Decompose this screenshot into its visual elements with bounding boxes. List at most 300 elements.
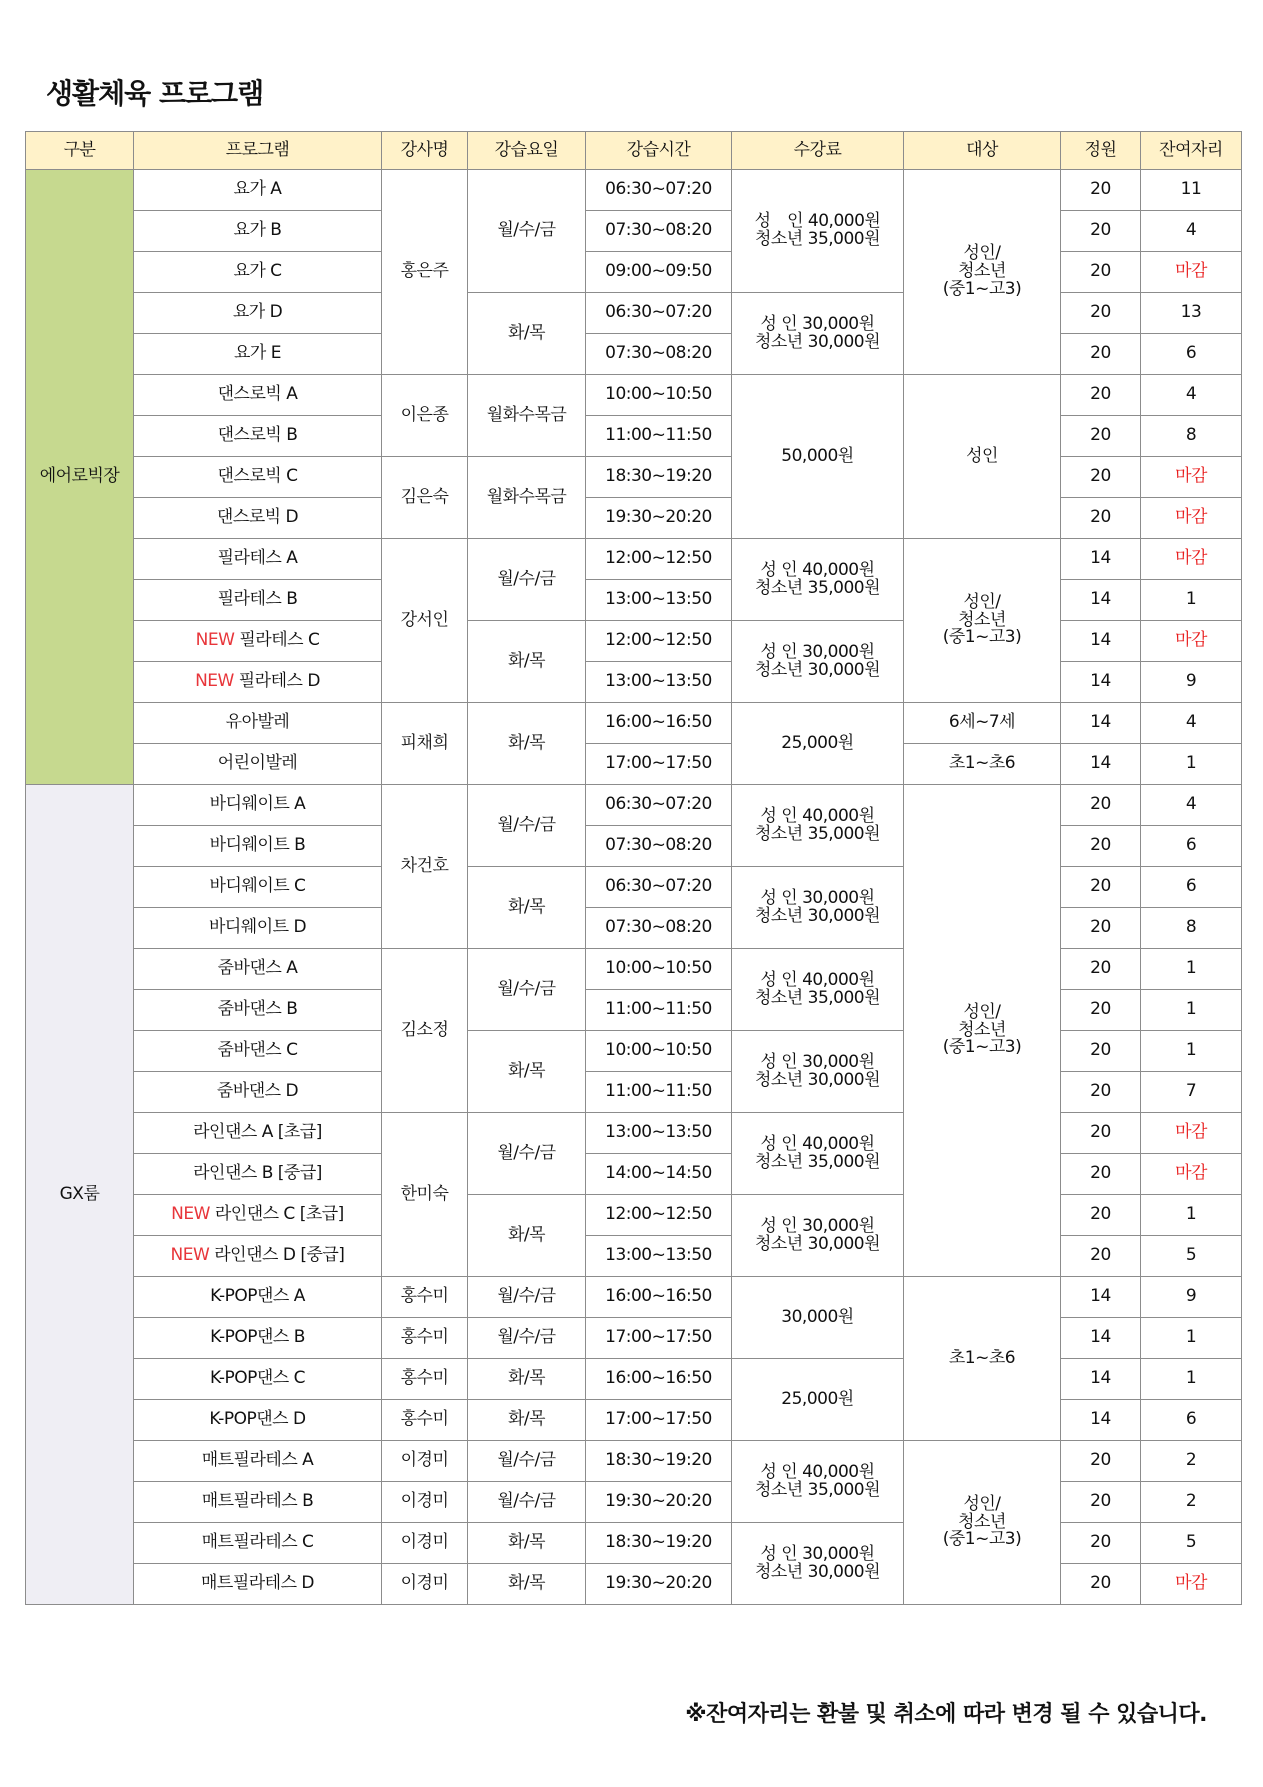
program-name: 유아발레 (225, 712, 290, 733)
header-fee: 수강료 (732, 132, 904, 170)
program-name-cell (134, 1031, 382, 1072)
time-cell: 10:00~10:50 (586, 375, 732, 416)
fee-cell (732, 293, 904, 375)
capacity-cell: 14 (1061, 539, 1141, 580)
fee-line: 25,000원 (781, 732, 854, 753)
fee-line: 청소년 35,000원 (754, 1151, 881, 1172)
remaining-cell: 7 (1141, 1072, 1242, 1113)
days-cell: 화/목 (468, 1564, 586, 1605)
program-name: 라인댄스 A [초급] (193, 1122, 322, 1143)
fee-line: 성 인 30,000원 (760, 1051, 875, 1072)
new-badge: NEW (195, 630, 235, 651)
days-cell: 화/목 (468, 1031, 586, 1113)
days-cell: 화/목 (468, 621, 586, 703)
fee-line: 청소년 35,000원 (754, 987, 881, 1008)
time-cell: 12:00~12:50 (586, 621, 732, 662)
instructor-cell: 피채희 (382, 703, 468, 785)
time-cell: 18:30~19:20 (586, 457, 732, 498)
header-target: 대상 (904, 132, 1061, 170)
program-name: 바디웨이트 A (209, 794, 306, 815)
program-name-cell (134, 949, 382, 990)
fee-cell (732, 1277, 904, 1359)
program-name: 바디웨이트 B (209, 835, 306, 856)
remaining-cell: 1 (1141, 990, 1242, 1031)
fee-line: 청소년 30,000원 (754, 659, 881, 680)
time-cell: 13:00~13:50 (586, 1113, 732, 1154)
program-name-cell (134, 1236, 382, 1277)
instructor-cell: 이경미 (382, 1482, 468, 1523)
fee-line: 청소년 30,000원 (754, 331, 881, 352)
days-cell: 월/수/금 (468, 1441, 586, 1482)
days-cell: 월/수/금 (468, 1113, 586, 1195)
category-cell: 에어로빅장 (26, 170, 134, 785)
program-name-cell (134, 908, 382, 949)
target-cell (904, 170, 1061, 375)
capacity-cell: 20 (1061, 457, 1141, 498)
program-name-cell (134, 1441, 382, 1482)
fee-line: 성 인 30,000원 (760, 1543, 875, 1564)
capacity-cell: 20 (1061, 1113, 1141, 1154)
program-name: K-POP댄스 A (210, 1286, 305, 1307)
time-cell: 12:00~12:50 (586, 539, 732, 580)
capacity-cell: 20 (1061, 293, 1141, 334)
capacity-cell: 20 (1061, 1031, 1141, 1072)
program-name-cell (134, 1359, 382, 1400)
program-name: 줌바댄스 A (217, 958, 298, 979)
remaining-cell: 2 (1141, 1482, 1242, 1523)
time-cell: 19:30~20:20 (586, 498, 732, 539)
target-line: 성인/ (963, 1493, 1001, 1514)
days-cell: 화/목 (468, 1400, 586, 1441)
header-capacity: 정원 (1061, 132, 1141, 170)
remaining-cell: 1 (1141, 1359, 1242, 1400)
capacity-cell: 20 (1061, 990, 1141, 1031)
fee-line: 청소년 30,000원 (754, 1069, 881, 1090)
status-closed: 마감 (1141, 498, 1242, 539)
status-closed: 마감 (1141, 1154, 1242, 1195)
target-line: 청소년 (958, 261, 1006, 282)
capacity-cell: 14 (1061, 1318, 1141, 1359)
time-cell: 14:00~14:50 (586, 1154, 732, 1195)
capacity-cell: 20 (1061, 1564, 1141, 1605)
days-cell: 화/목 (468, 867, 586, 949)
capacity-cell: 20 (1061, 1154, 1141, 1195)
program-name: 댄스로빅 D (216, 507, 299, 528)
program-name-cell (134, 1400, 382, 1441)
header-remaining: 잔여자리 (1141, 132, 1242, 170)
program-name-cell (134, 867, 382, 908)
program-name-cell (134, 252, 382, 293)
remaining-cell: 9 (1141, 662, 1242, 703)
table-row (26, 785, 1242, 826)
fee-cell (732, 1031, 904, 1113)
time-cell: 17:00~17:50 (586, 744, 732, 785)
instructor-cell: 한미숙 (382, 1113, 468, 1277)
fee-line: 성 인 30,000원 (760, 641, 875, 662)
remaining-cell: 11 (1141, 170, 1242, 211)
capacity-cell: 20 (1061, 1523, 1141, 1564)
program-name: 바디웨이트 D (208, 917, 307, 938)
program-name-cell (134, 375, 382, 416)
fee-line: 청소년 30,000원 (754, 1233, 881, 1254)
program-name: 댄스로빅 C (217, 466, 298, 487)
capacity-cell: 20 (1061, 867, 1141, 908)
table-row (26, 703, 1242, 744)
program-name-cell (134, 539, 382, 580)
days-cell: 화/목 (468, 293, 586, 375)
days-cell: 월/수/금 (468, 1318, 586, 1359)
time-cell: 19:30~20:20 (586, 1482, 732, 1523)
target-line: (중1~고3) (942, 278, 1022, 299)
time-cell: 16:00~16:50 (586, 1277, 732, 1318)
time-cell: 07:30~08:20 (586, 826, 732, 867)
header-category: 구분 (26, 132, 134, 170)
table-row (26, 539, 1242, 580)
program-name: 댄스로빅 A (217, 384, 298, 405)
remaining-cell: 9 (1141, 1277, 1242, 1318)
category-cell: GX룸 (26, 785, 134, 1605)
program-name: K-POP댄스 C (210, 1368, 305, 1389)
program-name-cell (134, 785, 382, 826)
fee-cell (732, 785, 904, 867)
instructor-cell: 강서인 (382, 539, 468, 703)
new-badge: NEW (170, 1245, 210, 1266)
capacity-cell: 14 (1061, 703, 1141, 744)
remaining-cell: 4 (1141, 785, 1242, 826)
capacity-cell: 14 (1061, 1359, 1141, 1400)
time-cell: 07:30~08:20 (586, 908, 732, 949)
fee-cell (732, 1523, 904, 1605)
capacity-cell: 20 (1061, 416, 1141, 457)
table-body (26, 170, 1242, 1605)
target-line: (중1~고3) (942, 1037, 1022, 1058)
program-name: 어린이발레 (217, 753, 298, 774)
time-cell: 07:30~08:20 (586, 211, 732, 252)
program-name: 매트필라테스 D (200, 1573, 315, 1594)
program-name: 매트필라테스 C (201, 1532, 314, 1553)
program-name-cell (134, 457, 382, 498)
fee-cell (732, 1441, 904, 1523)
days-cell: 화/목 (468, 1359, 586, 1400)
status-closed: 마감 (1141, 457, 1242, 498)
time-cell: 06:30~07:20 (586, 867, 732, 908)
program-name-cell (134, 621, 382, 662)
target-cell (904, 703, 1061, 744)
fee-cell (732, 539, 904, 621)
instructor-cell: 이경미 (382, 1523, 468, 1564)
time-cell: 07:30~08:20 (586, 334, 732, 375)
new-badge: NEW (195, 671, 234, 692)
fee-line: 성 인 40,000원 (760, 805, 875, 826)
instructor-cell: 이경미 (382, 1441, 468, 1482)
fee-line: 성 인 40,000원 (760, 559, 875, 580)
program-name: 매트필라테스 A (201, 1450, 314, 1471)
fee-cell (732, 867, 904, 949)
capacity-cell: 20 (1061, 170, 1141, 211)
fee-line: 25,000원 (781, 1388, 854, 1409)
program-name-cell (134, 1564, 382, 1605)
capacity-cell: 14 (1061, 662, 1141, 703)
time-cell: 13:00~13:50 (586, 580, 732, 621)
program-name: 매트필라테스 B (201, 1491, 314, 1512)
remaining-cell: 2 (1141, 1441, 1242, 1482)
table-row (26, 170, 1242, 211)
fee-line: 청소년 35,000원 (754, 229, 881, 249)
fee-line: 성 인 40,000원 (754, 211, 881, 232)
program-name-cell (134, 1113, 382, 1154)
program-name-cell (134, 170, 382, 211)
capacity-cell: 20 (1061, 1072, 1141, 1113)
target-line: 초1~초6 (948, 753, 1016, 774)
target-line: (중1~고3) (942, 627, 1022, 648)
fee-line: 성 인 30,000원 (760, 1215, 875, 1236)
program-name-cell (134, 334, 382, 375)
days-cell: 월/수/금 (468, 539, 586, 621)
time-cell: 06:30~07:20 (586, 785, 732, 826)
time-cell: 11:00~11:50 (586, 990, 732, 1031)
capacity-cell: 20 (1061, 908, 1141, 949)
capacity-cell: 14 (1061, 744, 1141, 785)
program-name: 요가 E (234, 343, 281, 364)
program-name-cell (134, 293, 382, 334)
time-cell: 12:00~12:50 (586, 1195, 732, 1236)
days-cell: 화/목 (468, 703, 586, 785)
fee-line: 성 인 30,000원 (760, 887, 875, 908)
capacity-cell: 20 (1061, 375, 1141, 416)
time-cell: 17:00~17:50 (586, 1318, 732, 1359)
program-name-cell (134, 1318, 382, 1359)
program-name: 줌바댄스 D (216, 1081, 299, 1102)
fee-cell (732, 621, 904, 703)
status-closed: 마감 (1141, 1564, 1242, 1605)
target-cell (904, 1441, 1061, 1605)
capacity-cell: 14 (1061, 580, 1141, 621)
days-cell: 화/목 (468, 1195, 586, 1277)
program-name: 라인댄스 D [중급] (214, 1245, 345, 1266)
remaining-cell: 13 (1141, 293, 1242, 334)
status-closed: 마감 (1141, 621, 1242, 662)
instructor-cell: 김은숙 (382, 457, 468, 539)
fee-line: 청소년 30,000원 (754, 1561, 881, 1582)
capacity-cell: 14 (1061, 621, 1141, 662)
capacity-cell: 20 (1061, 826, 1141, 867)
program-name: K-POP댄스 B (210, 1327, 305, 1348)
target-line: 청소년 (958, 1019, 1006, 1040)
time-cell: 13:00~13:50 (586, 1236, 732, 1277)
header-time: 강습시간 (586, 132, 732, 170)
program-name-cell (134, 990, 382, 1031)
capacity-cell: 20 (1061, 211, 1141, 252)
time-cell: 10:00~10:50 (586, 949, 732, 990)
program-name: 요가 B (233, 220, 282, 241)
remaining-cell: 1 (1141, 1318, 1242, 1359)
fee-cell (732, 375, 904, 539)
program-name: 요가 D (232, 302, 283, 323)
target-cell (904, 1277, 1061, 1441)
table-row (26, 744, 1242, 785)
time-cell: 18:30~19:20 (586, 1441, 732, 1482)
capacity-cell: 20 (1061, 785, 1141, 826)
fee-line: 청소년 35,000원 (754, 577, 881, 598)
remaining-cell: 8 (1141, 416, 1242, 457)
remaining-cell: 6 (1141, 867, 1242, 908)
program-name-cell (134, 1523, 382, 1564)
instructor-cell: 홍수미 (382, 1359, 468, 1400)
time-cell: 18:30~19:20 (586, 1523, 732, 1564)
target-line: 성인/ (963, 1001, 1001, 1022)
time-cell: 11:00~11:50 (586, 416, 732, 457)
table-header-row (26, 132, 1242, 170)
program-name-cell (134, 662, 382, 703)
program-name-cell (134, 1482, 382, 1523)
target-line: 초1~초6 (948, 1347, 1016, 1368)
fee-line: 청소년 35,000원 (754, 1479, 881, 1500)
remaining-cell: 1 (1141, 580, 1242, 621)
capacity-cell: 14 (1061, 1400, 1141, 1441)
capacity-cell: 20 (1061, 1236, 1141, 1277)
capacity-cell: 20 (1061, 1441, 1141, 1482)
instructor-cell: 차건호 (382, 785, 468, 949)
target-cell (904, 785, 1061, 1277)
program-name-cell (134, 1195, 382, 1236)
program-name-cell (134, 498, 382, 539)
days-cell: 월/수/금 (468, 1277, 586, 1318)
program-name-cell (134, 1072, 382, 1113)
time-cell: 19:30~20:20 (586, 1564, 732, 1605)
remaining-cell: 4 (1141, 703, 1242, 744)
capacity-cell: 20 (1061, 1482, 1141, 1523)
days-cell: 월/수/금 (468, 949, 586, 1031)
instructor-cell: 홍수미 (382, 1400, 468, 1441)
remaining-cell: 4 (1141, 375, 1242, 416)
time-cell: 11:00~11:50 (586, 1072, 732, 1113)
program-name-cell (134, 416, 382, 457)
instructor-cell: 이은종 (382, 375, 468, 457)
program-name: 필라테스 D (238, 671, 320, 692)
days-cell: 월/수/금 (468, 1482, 586, 1523)
instructor-cell: 김소정 (382, 949, 468, 1113)
fee-cell (732, 1359, 904, 1441)
header-days: 강습요일 (468, 132, 586, 170)
capacity-cell: 20 (1061, 252, 1141, 293)
time-cell: 09:00~09:50 (586, 252, 732, 293)
remaining-cell: 6 (1141, 826, 1242, 867)
table-row (26, 375, 1242, 416)
capacity-cell: 20 (1061, 334, 1141, 375)
remaining-cell: 8 (1141, 908, 1242, 949)
fee-cell (732, 703, 904, 785)
instructor-cell: 홍은주 (382, 170, 468, 375)
days-cell: 화/목 (468, 1523, 586, 1564)
program-name: 라인댄스 B [중급] (193, 1163, 322, 1184)
remaining-cell: 5 (1141, 1236, 1242, 1277)
fee-line: 성 인 40,000원 (760, 1461, 875, 1482)
program-name: 바디웨이트 C (209, 876, 306, 897)
instructor-cell: 이경미 (382, 1564, 468, 1605)
fee-cell (732, 1195, 904, 1277)
target-cell (904, 744, 1061, 785)
time-cell: 06:30~07:20 (586, 170, 732, 211)
program-name: 필라테스 B (217, 589, 298, 610)
target-cell (904, 539, 1061, 703)
program-name-cell (134, 211, 382, 252)
days-cell: 월/수/금 (468, 785, 586, 867)
program-name: 줌바댄스 B (217, 999, 298, 1020)
status-closed: 마감 (1141, 539, 1242, 580)
remaining-cell: 6 (1141, 334, 1242, 375)
fee-cell (732, 949, 904, 1031)
program-name-cell (134, 744, 382, 785)
remaining-cell: 5 (1141, 1523, 1242, 1564)
instructor-cell: 홍수미 (382, 1318, 468, 1359)
time-cell: 13:00~13:50 (586, 662, 732, 703)
program-name: K-POP댄스 D (209, 1409, 306, 1430)
instructor-cell: 홍수미 (382, 1277, 468, 1318)
time-cell: 16:00~16:50 (586, 1359, 732, 1400)
status-closed: 마감 (1141, 252, 1242, 293)
remaining-cell: 1 (1141, 744, 1242, 785)
program-name-cell (134, 1154, 382, 1195)
new-badge: NEW (171, 1204, 210, 1225)
fee-line: 성 인 40,000원 (760, 1133, 875, 1154)
target-line: 성인 (966, 445, 998, 466)
days-cell: 월화수목금 (468, 457, 586, 539)
program-name: 필라테스 A (217, 548, 298, 569)
fee-line: 성 인 30,000원 (760, 313, 875, 334)
days-cell: 월화수목금 (468, 375, 586, 457)
program-name-cell (134, 580, 382, 621)
page-title: 생활체육 프로그램 (46, 77, 264, 110)
fee-line: 30,000원 (781, 1306, 854, 1327)
program-name: 줌바댄스 C (217, 1040, 298, 1061)
time-cell: 16:00~16:50 (586, 703, 732, 744)
program-name: 라인댄스 C [초급] (214, 1204, 344, 1225)
target-line: 6세~7세 (948, 712, 1016, 733)
header-instructor: 강사명 (382, 132, 468, 170)
table-row (26, 1441, 1242, 1482)
time-cell: 17:00~17:50 (586, 1400, 732, 1441)
footnote: ※잔여자리는 환불 및 취소에 따라 변경 될 수 있습니다. (685, 1702, 1207, 1727)
header-program: 프로그램 (134, 132, 382, 170)
program-name: 필라테스 C (239, 630, 320, 651)
capacity-cell: 20 (1061, 949, 1141, 990)
program-name: 요가 A (233, 179, 282, 200)
program-name: 댄스로빅 B (217, 425, 298, 446)
days-cell: 월/수/금 (468, 170, 586, 293)
remaining-cell: 6 (1141, 1400, 1242, 1441)
program-table (25, 131, 1242, 1605)
fee-cell (732, 170, 904, 293)
time-cell: 06:30~07:20 (586, 293, 732, 334)
program-name: 요가 C (233, 261, 282, 282)
time-cell: 10:00~10:50 (586, 1031, 732, 1072)
status-closed: 마감 (1141, 1113, 1242, 1154)
target-cell (904, 375, 1061, 539)
fee-line: 청소년 35,000원 (754, 823, 881, 844)
program-name-cell (134, 826, 382, 867)
fee-cell (732, 1113, 904, 1195)
remaining-cell: 1 (1141, 1031, 1242, 1072)
fee-line: 50,000원 (781, 445, 854, 466)
fee-line: 성 인 40,000원 (760, 969, 875, 990)
target-line: 성인/ (963, 591, 1001, 612)
program-name-cell (134, 703, 382, 744)
table-row (26, 1277, 1242, 1318)
remaining-cell: 4 (1141, 211, 1242, 252)
capacity-cell: 14 (1061, 1277, 1141, 1318)
target-line: 성인/ (963, 243, 1001, 264)
remaining-cell: 1 (1141, 949, 1242, 990)
